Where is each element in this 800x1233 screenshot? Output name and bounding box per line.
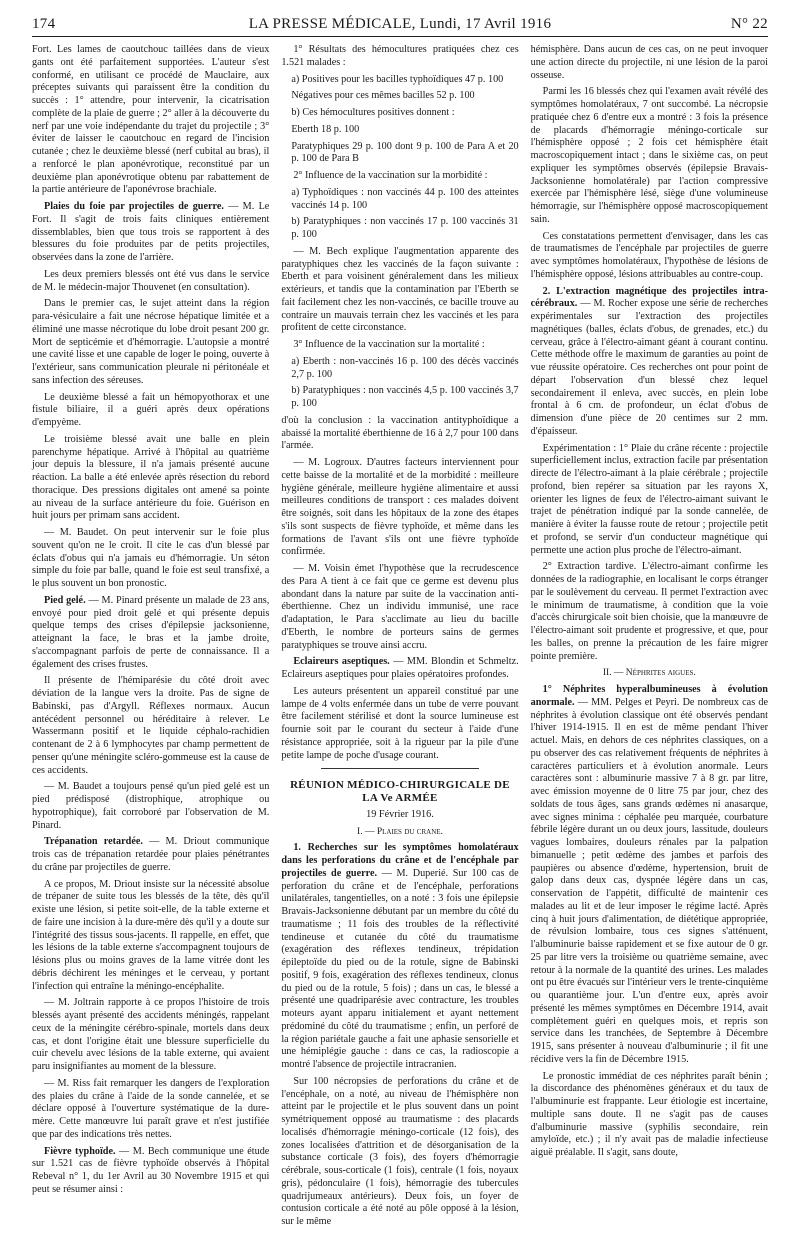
section-paragraph: 2. L'extraction magnétique des projectiles intra-cérébraux. — M. Rocher expose une série de recherches expérimentales sur l'extraction des projectiles magnétiques (balles, éclats d'obus, de grenades, etc.) du cerveau, grâce à l'électro-aimant géant à courant continu. Cette méthode offre le maximum de garanties au point de vue réussite opératoire. Ces recherches ont pour point de départ l'observation d'un blessé chez lequel secondairement il enleva, avec succès, en plein lobe frontal à 6 cm. de profondeur, un éclat d'obus de dimension d'une pièce de 20 centimes sur 2 mm. d'épaisseur. (530, 285, 768, 437)
stat-line: b) Ces hémocultures positives donnent : (291, 107, 455, 118)
paragraph: Le troisième blessé avait une balle en plein parenchyme hépatique. Arrivé à l'hôpital au quatrième jour depuis la blessure, il n'a jamais présenté aucune réaction. La balle a été enlevée après résection du rebord thoracique. Des pressions digitales ont amené sa pointe au niveau de la surface antérieure du foie. Guérison en huit jours per primam sans accident. (32, 433, 270, 522)
column-3 (531, 44, 768, 1233)
article-columns (32, 44, 768, 1227)
stat-line: b) Paratyphiques : non vaccinés 4,5 p. 100 vaccinés 3,7 p. 100 (291, 385, 519, 409)
stat-line: a) Positives pour les bacilles typhoïdiques 47 p. 100 (291, 73, 504, 85)
section-paragraph: Eclaireurs aseptiques. — MM. Blondin et Schmeltz. Eclaireurs aseptiques pour plaies opératoires profondes. (281, 656, 519, 680)
issue-number: N° 22 (730, 16, 768, 32)
divider (321, 768, 478, 769)
paragraph: Il présente de l'hémiparésie du côté droit avec déviation de la langue vers la droite. Pas de signe de Babinski, pas d'Argyll. Réflexes normaux. Aucun antécédent personnel ou héréditaire à relever. Le Wassermann positif et le liquide céphalo-rachidien contenant de 2 à 6 lymphocytes par champ permettent de penser qu'une méningite scléro-gommeuse est la cause de ces accidents. (32, 675, 270, 776)
section-title: Fièvre typhoïde. (44, 1145, 116, 1157)
section-paragraph: 1. Recherches sur les symptômes homolatéraux dans les perforations du crâne et de l'encéphale par projectiles de guerre. — M. Duperié. Sur 100 cas de perforation du crâne et de l'encéphale, perforations unilatérales, tangentielles, on a noté : 3 fois une épilepsie Bravais-Jacksonienne débutant par un membre du côté du traumatisme ; 11 fois des troubles de la réflectivité tendineuse et cutanée du côté du traumatisme (exagération des réflexes tendineux, trépidation épileptoïde du pied ou de la rotule, signe de Babinski positif, 9 fois, exagération des réflexes tendineux, clonus du pied ou de la rotule, 5 fois) ; dans un cas, le blessé a présenté une quadriparésie avec contracture, les troubles moteurs ayant apparu initialement et ayant nettement prédominé du côté du traumatisme ; enfin, un perforé de la région pariétale gauche a fait une aphasie sensorielle et une hémiplégie gauche : dans ce cas, la radioscopie a montré l'absence de projectile intracranien. (281, 842, 519, 1070)
page-header (32, 14, 768, 37)
paragraph: Sur 100 nécropsies de perforations du crâne et de l'encéphale, on a noté, au niveau de l'hémisphère non atteint par le projectile et le plus souvent dans un point symétriquement opposé au traumatisme : des placards localisés d'hémorragie méningo-corticale (12 fois), des zones localisées d'attrition et de désorganisation de la substance corticale (3 fois), des foyers d'hémorragie cérébrale, sous-corticale (1 fois), centrale (1 fois, noyaux gris), pédonculaire (1 fois), hémorragie des tubercules quadrijumeaux antérieurs). Deux fois, un foyer de contusion corticale a été noté au pôle opposé à la lésion, sur le même (281, 1075, 519, 1227)
paragraph: Les deux premiers blessés ont été vus dans le service de M. le médecin-major Thouvenet (en consultation). (32, 268, 270, 293)
paragraph: Dans le premier cas, le sujet atteint dans la région para-vésiculaire a fait une nécrose hépatique limitée et a éliminé une masse nécrotique du lobe droit pesant 200 gr. Mort de septicémie et d'hémorragie. L'autopsie a montré une cavité lisse et une capable de loger le poing, ouverte à l'extérieur, sans communication pleurale ni péritonéale et sans infection des séreuses. (32, 298, 270, 386)
paragraph: 1° Résultats des hémocultures pratiquées chez ces 1.521 malades : (281, 44, 519, 68)
section-heading: RÉUNION MÉDICO-CHIRURGICALE DE LA Ve ARMÉE (290, 779, 510, 804)
stat-line: a) Typhoïdiques : non vaccinés 44 p. 100 des atteintes vaccinés 14 p. 100 (291, 186, 519, 211)
paragraph: Les auteurs présentent un appareil constitué par une lampe de 4 volts enfermée dans un tube de verre pouvant être facilement stérilisé et dont la source lumineuse est fournie soit par le courant du secteur à l'aide d'une résistance appropriée, soit à la rigueur par la pile d'une petite lampe de poche d'usage courant. (281, 685, 519, 761)
paragraph: — M. Baudet. On peut intervenir sur le foie plus souvent qu'on ne le croit. Il cite le cas d'un blessé par éclats d'obus qui n'a jamais eu d'hémorragie. Un séton simple du foie par balle, quand le foie est seul transfixé, a le plus souvent un bon pronostic. (32, 527, 270, 589)
section-title: Trépanation retardée. (44, 836, 143, 848)
section-paragraph: Plaies du foie par projectiles de guerre. — M. Le Fort. Il s'agit de trois faits cliniques entièrement dissemblables, bien que tous trois se rapportent à des blessures du foie produites par de petits projectiles, observées dans la zone de l'arrière. (32, 201, 270, 263)
stat-line: Négatives pour ces mêmes bacilles 52 p. 100 (291, 90, 475, 102)
paragraph: Fort. Les lames de caoutchouc taillées dans de vieux gants ont été parfaitement supportées. L'auteur s'est conformé, en utilisant ce procédé de Mauclaire, aux préceptes suivants qui paraissent être la condition du succès : 1° attendre, pour intervenir, la cicatrisation complète de la plaie de guerre ; 2° aller à la découverte du nerf par une voie indépendante du trajet du projectile ; 3° éviter de laisser le caoutchouc en regard de l'incision cutanée ; chez le deuxième blessé (nerf cubital au bras), il a renforcé le plan aponévrotique, reconstitué par un deuxième plan aponévrotique obtenu par rabattement de la partie antérieure de l'aponévrose brachiale. (32, 44, 270, 196)
section-paragraph: 1° Néphrites hyperalbumineuses à évolution anormale. — MM. Pelges et Peyri. De nombreux cas de néphrites à évolution classique ont été observés pendant l'hiver 1914-1915. Il en est de même pendant l'hiver actuel. Mais, en dehors de ces néphrites classiques, on a pu observer des cas relativement fréquents de néphrites à caractères particuliers et à évolution anormale. Leurs caractères sont : albuminurie massive 7 à 8 gr. par litre, avec émission moyenne de 0 litre 75 par jour, chez des soldats de tous âges, sans grands œdèmes ni anasarque, avec signes minima : céphalée peu marquée, courbature fébrile légère durant un ou deux jours, lassitude, douleurs vagues lombaires, douleurs rénales par la palpation bimanuelle ; petit œdème des jambes et parfois des paupières ou absence d'œdème, hypertension, bruit de galop dans deux cas, dyspnée légère dans un cas, conservation de l'appétit, difficulté de maintenir ces malades au lit et de leur imposer le régime lacté. Après cinq à huit jours d'alimentation, de diététique appropriée, de révulsion lombaire, tous ces signes s'atténuent, l'albuminurie baisse rapidement et se fixe autour de 0 gr. 25 par litre vers la troisième ou quatrième semaine, avec retour à la normale de la quantité des urines. Les malades ont pu être évacués sur l'intérieur vers le trente-cinquième ou quarantième jour. L'un d'entre eux, après avoir présenté les mêmes symptômes en Décembre 1914, avait complètement guéri en quelques mois, et repris son service dans les tranchées, de Septembre à Décembre 1915, sans présenter à nouveau d'albuminurie ; il fit une récidive vers la fin de Décembre 1915. (530, 684, 768, 1065)
paragraph: Ces constatations permettent d'envisager, dans les cas de traumatismes de l'encéphale par projectiles de guerre avec symptômes homolatéraux, l'hypothèse de lésions de l'hémisphère opposé, lésions attribuables au contre-coup. (530, 230, 768, 280)
section-title: 1. Recherches sur les symptômes homolatéraux dans les perforations du crâne et de l'encéphale par projectiles de guerre. (281, 842, 519, 879)
journal-title: LA PRESSE MÉDICALE, Lundi, 17 Avril 1916 (248, 16, 552, 32)
paragraph: Le deuxième blessé a fait un hémopyothorax et une fistule biliaire, il a guéri après deux opérations d'empyème. (32, 391, 270, 428)
paragraph: Parmi les 16 blessés chez qui l'examen avait révélé des symptômes homolatéraux, 7 ont succombé. La nécropsie pratiquée chez 6 d'entre eux a montré : 3 fois la présence de placards d'hémorragie méningo-corticale sur l'hémisphère opposé ; 2 fois cet hémisphère était macroscopiquement intact ; dans le sixième cas, on peut expliquer les symptômes observés (épilepsie Bravais-Jacksonienne homolatérale) par l'action compressive exercée par l'hémisphère lésé, siège d'une volumineuse hémorragie, sur l'hémisphère opposé macroscopiquement sain. (530, 86, 768, 225)
paragraph: Expérimentation : 1° Plaie du crâne récente : projectile superficiellement inclus, extraction facile par présentation directe de l'électro-aimant à la plaie cérébrale ; projectile profond, bien repérer sa situation par les rayons X, orienter les lignes de feux de l'électro-aimant suivant le trajet de pénétration indiqué par la sonde cannelée, de manière à éviter la fausse route de retour ; projectile petit et profond, se servir d'un conducteur magnétique qui permette une action plus proche de l'électro-aimant. (530, 442, 768, 556)
section-paragraph: Trépanation retardée. — M. Driout communique trois cas de trépanation retardée pour plaies pénétrantes du crâne par projectiles de guerre. (32, 836, 270, 873)
paragraph: A ce propos, M. Driout insiste sur la nécessité absolue de trépaner de suite tous les blessés de la tête, dès qu'il existe une lésion, si petite soit-elle, de la table externe et de faire une incision à la dure-mère dès qu'il y a doute sur l'intégrité des tissus sous-jacents. Il rappelle, en effet, que les lésions de la table externe s'accompagnent toujours de lésions plus ou moins graves de la lame vitrée dont les débris déchirent les méninges et le cerveau, y portant l'infection qui entraîne la méningo-encéphalite. (32, 878, 270, 992)
page-number: 174 (32, 16, 56, 32)
column-2 (281, 44, 518, 1233)
stat-line: Paratyphiques 29 p. 100 dont 9 p. 100 de Para A et 20 p. 100 de Para B (291, 140, 519, 165)
paragraph: 3° Influence de la vaccination sur la mortalité : (293, 339, 485, 350)
paragraph: — M. Voisin émet l'hypothèse que la recrudescence des Para A tient à ce fait que ce germe est devenu plus abondant dans la nature par suite de la vaccination anti-éberthienne. Chez un individu immunisé, une race d'adaptation, le Para s'acclimate au lieu du bacille d'Eberth, le nombre de porteurs sains de germes paratyphiques se trouve ainsi accru. (281, 563, 519, 651)
paragraph: — M. Riss fait remarquer les dangers de l'exploration des plaies du crâne à l'aide de la sonde cannelée, et se déclare opposé à l'ouverture systématique de la dure-mère. Cette manœuvre lui paraît grave et n'est justifiée que par des indications très nettes. (32, 1077, 270, 1140)
paragraph: — M. Logroux. D'autres facteurs interviennent pour cette baisse de la mortalité et de la morbidité : meilleure hygiène générale, meilleure hygiène alimentaire et aussi meilleures conditions de transport : ces malades doivent être soignés, soit dans les hôpitaux de la zone des étapes s'ils sont suspects de fièvre typhoïde, et même dans les formations de l'avant s'ils ont une fièvre typhoïde confirmée. (281, 457, 519, 558)
column-1 (32, 44, 269, 1233)
paragraph: d'où la conclusion : la vaccination antityphoïdique a abaissé la mortalité éberthienne de 16 à 2,7 pour 100 dans l'armée. (281, 414, 519, 452)
section-title: Eclaireurs aseptiques. (293, 656, 390, 668)
paragraph: — M. Joltrain rapporte à ce propos l'histoire de trois blessés ayant présenté des accidents méningés, rappelant ceux de la méningite cérébro-spinale, mortels dans deux cas, et dont l'origine était une blessure superficielle du cuir chevelu avec lésions de la table externe, qui avaient paru insignifiantes au moment de la blessure. (32, 997, 270, 1072)
paragraph: 2° Influence de la vaccination sur la morbidité : (293, 170, 488, 181)
paragraph: Le pronostic immédiat de ces néphrites paraît bénin ; la discordance des phénomènes généraux et du taux de l'albuminurie est frappante. Leur étiologie est incertaine, multiple sans doute. Il ne s'agit pas de causes d'albuminurie massive (syphilis secondaire, rein amyloïde, etc.) ; il n'y avait pas de maladie infectieuse aiguë préalable. Il s'agit, sans doute, (530, 1070, 768, 1158)
paragraph: hémisphère. Dans aucun de ces cas, on ne peut invoquer une action directe du projectile, ni une lésion de la paroi osseuse. (530, 44, 768, 81)
section-title: 1° Néphrites hyperalbumineuses à évolution anormale. (530, 684, 768, 708)
stat-line: Eberth 18 p. 100 (291, 123, 360, 135)
paragraph: — M. Bech explique l'augmentation apparente des paratyphiques chez les vaccinés de la façon suivante : Eberth et para voisinent généralement dans les milieux extérieurs, et tandis que la contamination par l'Eberth se fait facilement chez les non-vaccinés, ce bacille trouve au contraire un mauvais terrain chez les vaccinés et les para profitent de cette circonstance. (281, 245, 519, 334)
section-date: 19 Février 1916. (366, 808, 434, 820)
stat-line: b) Paratyphiques : non vaccinés 17 p. 100 vaccinés 31 p. 100 (291, 216, 519, 240)
section-title: 2. L'extraction magnétique des projectiles intra-cérébraux. (530, 285, 768, 310)
subsection-heading: II. — Néphrites aigues. (602, 668, 696, 679)
section-paragraph: Pied gelé. — M. Pinard présente un malade de 23 ans, envoyé pour pied droit gelé et qui présente depuis quelque temps des crises d'épilepsie jacksonienne, atteignant la face, le bras et la jambe droite, s'accompagnant parfois de perte de connaissance. Il a également des crises frustes. (32, 594, 270, 670)
section-paragraph: Fièvre typhoïde. — M. Bech communique une étude sur 1.521 cas de fièvre typhoïde observés à l'hôpital Rebeval n° 1, du 1er Avril au 30 Novembre 1915 et qui peut se résumer ainsi : (32, 1145, 270, 1195)
section-title: Plaies du foie par projectiles de guerre. (44, 201, 224, 212)
subsection-heading: I. — Plaies du crane. (357, 826, 443, 837)
paragraph: — M. Baudet a toujours pensé qu'un pied gelé est un pied prédisposé (distrophique, atrophique ou hypotrophique), fait corroboré par l'observation de M. Pinard. (32, 781, 270, 831)
section-title: Pied gelé. (44, 594, 86, 606)
paragraph: 2° Extraction tardive. L'électro-aimant confirme les données de la radiographie, en localisant le corps étranger par le soulèvement du cerveau. Il permet l'extraction avec le minimum de traumatisme, à condition que la voie d'accès chirurgicale soit bien choisie, que la manœuvre de l'électro-aimant soit prudente et progressive, et que, pour les balles, on prenne la précaution de les faire migrer pointe première. (530, 561, 768, 662)
stat-line: a) Eberth : non-vaccinés 16 p. 100 des décès vaccinés 2,7 p. 100 (291, 355, 519, 380)
